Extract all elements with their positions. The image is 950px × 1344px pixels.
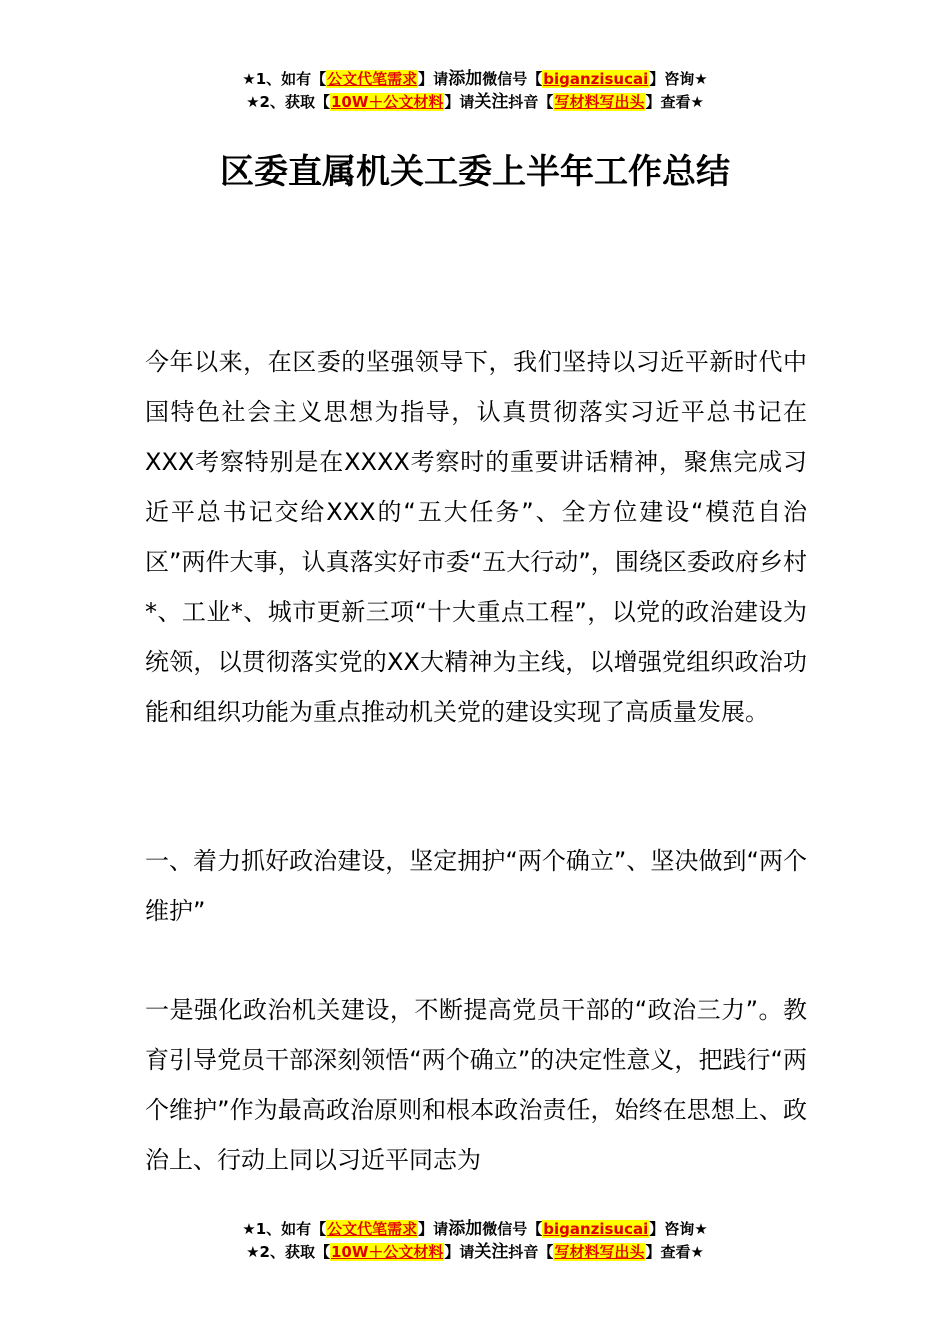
highlight-douyin-id: 写材料写出头 — [554, 93, 645, 111]
banner-text: ★1、如有【 — [242, 70, 327, 88]
banner-text: 抖音【 — [508, 93, 554, 111]
banner-text: 】查看★ — [645, 1243, 704, 1261]
banner-line-1 — [0, 68, 950, 91]
banner-text: 】请 — [418, 70, 449, 88]
banner-emphasis: 关注 — [474, 1242, 509, 1262]
banner-text: 】请 — [418, 1220, 449, 1238]
highlight-wechat-id: biganzisucai — [543, 1220, 649, 1238]
banner-emphasis: 关注 — [474, 92, 509, 112]
banner-text: ★2、获取【 — [246, 1243, 330, 1261]
banner-text: 】请 — [444, 1243, 475, 1261]
highlight-douyin-id: 写材料写出头 — [554, 1243, 645, 1261]
footer-banner — [0, 1218, 950, 1264]
banner-text: 】咨询★ — [649, 70, 708, 88]
body-paragraph: 一是强化政治机关建设，不断提高党员干部的“政治三力”。教育引导党员干部深刻领悟“两个确立”的决定性意义，把践行“两个维护”作为最高政治原则和根本政治责任，始终在思想上、政治上、行动上同以习近平同志为 — [145, 996, 807, 1174]
banner-line-2 — [0, 1241, 950, 1264]
banner-text: ★2、获取【 — [246, 93, 330, 111]
banner-emphasis: 添加 — [448, 69, 483, 89]
highlight-materials: 10W＋公文材料 — [330, 1243, 444, 1261]
header-banner — [0, 68, 950, 114]
highlight-service: 公文代笔需求 — [327, 1220, 418, 1238]
banner-emphasis: 添加 — [448, 1219, 483, 1239]
highlight-wechat-id: biganzisucai — [543, 70, 649, 88]
highlight-service: 公文代笔需求 — [327, 70, 418, 88]
intro-paragraph: 今年以来，在区委的坚强领导下，我们坚持以习近平新时代中国特色社会主义思想为指导，认真贯彻落实习近平总书记在XXX考察特别是在XXXX考察时的重要讲话精神，聚焦完成习近平总书记交给XXX的“五大任务”、全方位建设“模范自治区”两件大事，认真落实好市委“五大行动”，围绕区委政府乡村*、工业*、城市更新三项“十大重点工程”，以党的政治建设为统领，以贯彻落实党的XX大精神为主线，以增强党组织政治功能和组织功能为重点推动机关党的建设实现了高质量发展。 — [145, 348, 807, 726]
banner-text: 】请 — [444, 93, 475, 111]
banner-line-1 — [0, 1218, 950, 1241]
banner-text: ★1、如有【 — [242, 1220, 327, 1238]
section-heading: 一、着力抓好政治建设，坚定拥护“两个确立”、坚决做到“两个维护” — [145, 847, 807, 925]
highlight-materials: 10W＋公文材料 — [330, 93, 444, 111]
banner-text: 微信号【 — [482, 1220, 543, 1238]
banner-text: 微信号【 — [482, 70, 543, 88]
banner-line-2 — [0, 91, 950, 114]
banner-text: 】咨询★ — [649, 1220, 708, 1238]
banner-text: 】查看★ — [645, 93, 704, 111]
banner-text: 抖音【 — [508, 1243, 554, 1261]
document-title: 区委直属机关工委上半年工作总结 — [220, 152, 730, 192]
